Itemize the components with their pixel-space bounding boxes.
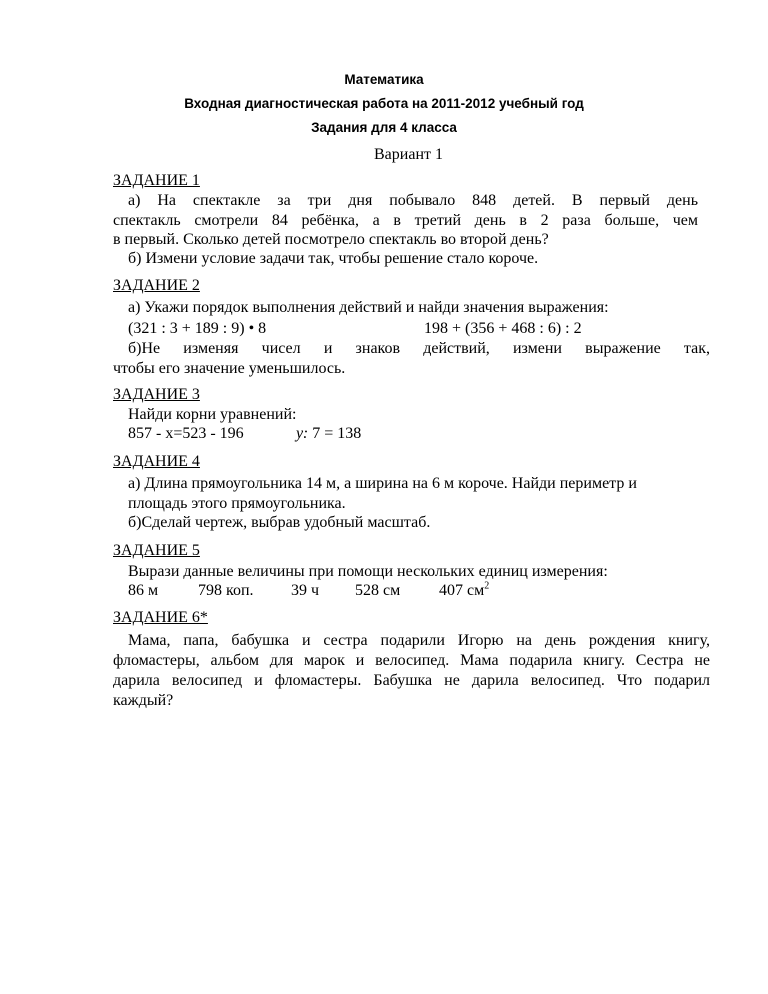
task-5-heading: ЗАДАНИЕ 5 bbox=[113, 542, 200, 559]
task-2-expression-2: 198 + (356 + 468 : 6) : 2 bbox=[424, 320, 582, 337]
task-1-line-4: б) Измени условие задачи так, чтобы решение стало короче. bbox=[128, 250, 539, 267]
task-6-line-1: Мама, папа, бабушка и сестра подарили Игорю на день рождения книгу, bbox=[128, 632, 710, 649]
task-6-line-3: дарила велосипед и фломастеры. Бабушка не дарила велосипед. Что подарил bbox=[113, 672, 710, 689]
task-1-heading: ЗАДАНИЕ 1 bbox=[113, 172, 200, 189]
task-2-line-3: чтобы его значение уменьшилось. bbox=[113, 360, 346, 377]
task-4-line-3: б)Сделай чертеж, выбрав удобный масштаб. bbox=[128, 514, 431, 531]
task-2-heading: ЗАДАНИЕ 2 bbox=[113, 277, 200, 294]
task-1-line-2: спектакль смотрели 84 ребёнка, а в третий день в 2 раза больше, чем bbox=[113, 212, 698, 229]
task-6-line-4: каждый? bbox=[113, 692, 174, 709]
task-2-line-1: а) Укажи порядок выполнения действий и найди значения выражения: bbox=[128, 299, 609, 316]
task-6-line-2: фломастеры, альбом для марок и велосипед. Мама подарила книгу. Сестра не bbox=[113, 652, 710, 669]
equation-variable: у: bbox=[296, 425, 309, 442]
work-title: Входная диагностическая работа на 2011-2012 учебный год bbox=[184, 96, 584, 111]
task-5-value-3: 39 ч bbox=[291, 582, 320, 599]
task-3-line-1: Найди корни уравнений: bbox=[128, 406, 297, 423]
task-5-value-1: 86 м bbox=[128, 582, 159, 599]
task-3-heading: ЗАДАНИЕ 3 bbox=[113, 386, 200, 403]
task-5-value-5 bbox=[439, 582, 489, 600]
task-2-expression-1: (321 : 3 + 189 : 9) • 8 bbox=[128, 320, 267, 337]
task-3-equation-1: 857 - х=523 - 196 bbox=[128, 425, 244, 442]
task-5-value-2: 798 коп. bbox=[198, 582, 254, 599]
task-6-heading: ЗАДАНИЕ 6* bbox=[113, 609, 208, 626]
grade-title: Задания для 4 класса bbox=[311, 120, 457, 135]
subject-title: Математика bbox=[344, 72, 424, 87]
variant-label: Вариант 1 bbox=[374, 146, 443, 163]
task-4-heading: ЗАДАНИЕ 4 bbox=[113, 453, 200, 470]
task-2-line-2: б)Не изменяя чисел и знаков действий, измени выражение так, bbox=[128, 340, 710, 357]
task-1-line-1: а) На спектакле за три дня побывало 848 детей. В первый день bbox=[128, 192, 698, 209]
task-1-line-3: в первый. Сколько детей посмотрело спектакль во второй день? bbox=[113, 231, 549, 248]
task-5-line-1: Вырази данные величины при помощи нескольких единиц измерения: bbox=[128, 563, 608, 580]
equation-rest: 7 = 138 bbox=[308, 425, 362, 442]
task-5-value-4: 528 см bbox=[355, 582, 401, 599]
task-4-line-2: площадь этого прямоугольника. bbox=[128, 495, 346, 512]
value-5-superscript: 2 bbox=[484, 580, 490, 592]
task-4-line-1: а) Длина прямоугольника 14 м, а ширина на 6 м короче. Найди периметр и bbox=[128, 475, 637, 492]
task-3-equation-2 bbox=[296, 425, 361, 443]
value-5-text: 407 см bbox=[439, 582, 485, 599]
